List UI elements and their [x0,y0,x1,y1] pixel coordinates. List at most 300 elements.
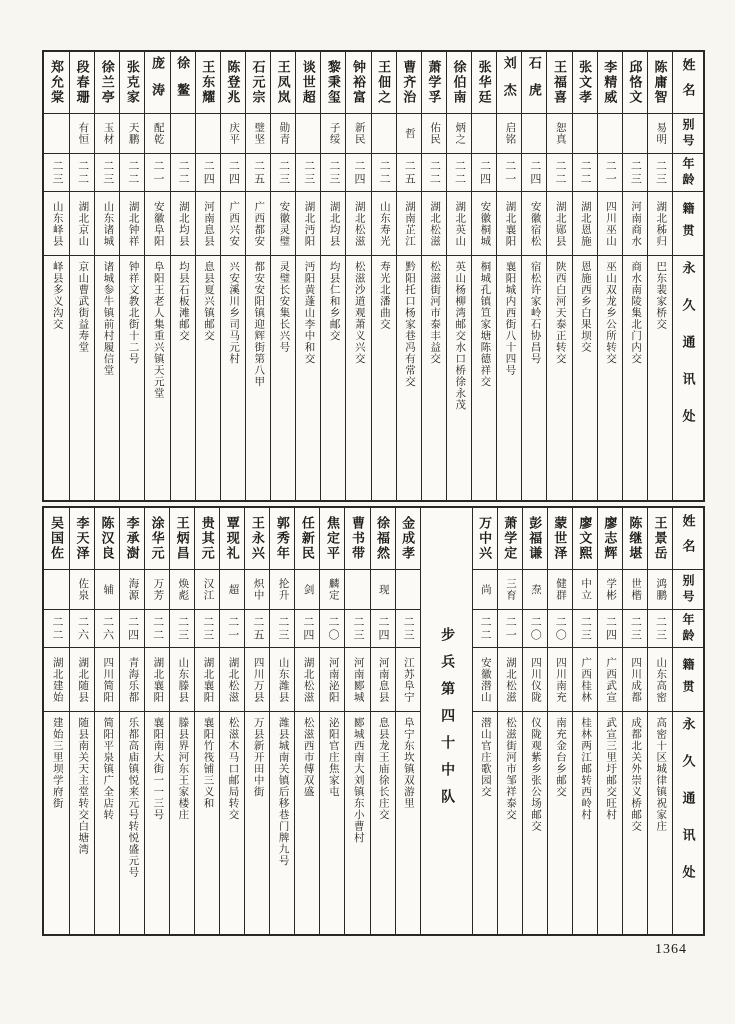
age-cell [623,154,647,192]
native-text: 湖北秭归 [655,200,667,247]
roster-table-bottom [42,506,705,936]
person-column [320,52,345,500]
native-text: 安徽宿松 [529,200,541,247]
name-text: 王永兴 [249,516,265,561]
age-text: 二三 [276,615,289,642]
native-cell [648,648,672,712]
native-text: 湖北襄阳 [152,656,164,703]
age-cell [145,610,169,648]
alias-cell [196,114,220,154]
native-text: 河南息县 [202,200,214,247]
name-cell [548,508,572,570]
address-cell [623,712,647,934]
person-column [194,508,219,934]
alias-cell [523,570,547,610]
address-cell [422,256,446,500]
header-address-label: 永久通讯处 [680,717,696,902]
alias-cell [371,570,395,610]
native-cell [573,192,597,256]
alias-cell [271,114,295,154]
native-text: 河南商水 [630,200,642,247]
alias-cell [648,570,672,610]
age-text: 二二 [76,159,89,186]
age-text: 二〇 [529,615,542,642]
address-text: 襄阳南大街一一三号 [152,717,164,821]
unit-label-column [420,508,472,934]
name-cell [648,508,672,570]
address-cell [120,256,144,500]
name-text: 徐伯南 [451,60,467,105]
person-column [295,52,320,500]
name-text: 彭福谦 [527,516,543,561]
age-cell [195,610,219,648]
person-column [345,52,370,500]
person-column [647,52,672,500]
native-text: 山东高密 [655,656,667,703]
header-name-cell [673,52,703,114]
alias-cell [623,114,647,154]
age-text: 二三 [101,159,114,186]
native-text: 安徽灵璧 [278,200,290,247]
person-column [219,508,244,934]
name-text: 徐福然 [375,516,391,561]
address-text: 郾城西南大刘镇东小曹村 [352,717,364,844]
name-text: 石虎 [526,55,542,110]
age-text: 二二 [579,159,592,186]
age-text: 二三 [176,615,189,642]
age-cell [95,610,119,648]
person-column [94,508,119,934]
native-cell [220,648,244,712]
address-text: 恩施西乡白果坝交 [579,261,591,353]
age-text: 二三 [579,615,592,642]
alias-text: 万芳 [152,578,164,601]
header-age-label: 年龄 [681,612,695,645]
page-number: 1364 [655,942,687,957]
alias-cell [547,114,571,154]
native-text: 广西桂林 [580,656,592,703]
address-cell [345,712,369,934]
person-column [522,508,547,934]
header-name-label: 姓名 [680,57,696,108]
name-text: 陈继堪 [627,516,643,561]
native-text: 江苏阜宁 [402,656,414,703]
name-text: 覃现礼 [224,516,240,561]
native-cell [371,648,395,712]
address-text: 灵璧长安集长兴号 [278,261,290,353]
age-cell [170,610,194,648]
native-text: 湖北恩施 [579,200,591,247]
address-text: 阜宁东坎镇双游里 [402,717,414,809]
name-text: 王凤岚 [275,60,291,105]
address-text: 阜阳王老人集重兴镇天元堂 [152,261,164,399]
address-text: 建始三里坝学府街 [51,717,63,809]
address-text: 成都北关外崇义桥邮交 [630,717,642,832]
native-text: 四川简阳 [102,656,114,703]
age-cell [171,154,195,192]
name-text: 张文孝 [577,60,593,105]
age-cell [548,610,572,648]
native-cell [295,648,319,712]
age-cell [346,154,370,192]
person-column [44,508,69,934]
person-column [269,508,294,934]
name-text: 吴国佐 [48,516,64,561]
native-cell [70,648,94,712]
native-cell [170,648,194,712]
alias-text: 庆平 [228,122,240,145]
name-text: 蒙世泽 [552,516,568,561]
name-cell [270,508,294,570]
name-cell [598,508,622,570]
address-text: 峄县多义沟交 [51,261,63,330]
native-text: 湖南芷江 [403,200,415,247]
age-cell [120,154,144,192]
header-alias-label: 别号 [681,117,695,150]
address-cell [70,712,94,934]
header-alias-cell [673,570,703,610]
native-text: 湖北英山 [454,200,466,247]
age-text: 二三 [302,159,315,186]
person-column [546,52,571,500]
age-cell [345,610,369,648]
native-text: 湖北沔阳 [303,200,315,247]
native-text: 湖北建始 [51,656,63,703]
age-text: 二二 [453,159,466,186]
roster-table-top [42,50,705,502]
name-cell [498,508,522,570]
native-text: 湖北京山 [77,200,89,247]
alias-cell [473,570,497,610]
address-text: 寿光北潘曲交 [378,261,390,330]
native-cell [145,648,169,712]
native-cell [473,648,497,712]
alias-text: 炽中 [252,578,264,601]
name-text: 徐兰亭 [99,60,115,105]
age-text: 二五 [251,615,264,642]
address-cell [170,712,194,934]
header-alias-label: 别号 [681,573,695,606]
name-cell [397,52,421,114]
age-text: 二一 [504,615,517,642]
age-text: 二五 [252,159,265,186]
alias-cell [548,570,572,610]
address-text: 松滋木马口邮局转交 [227,717,239,821]
age-cell [245,610,269,648]
name-cell [573,52,597,114]
native-text: 湖北随县 [77,656,89,703]
address-text: 京山曹武街益寿堂 [77,261,89,353]
name-text: 黎秉玺 [325,60,341,105]
age-text: 二〇 [554,615,567,642]
age-text: 二二 [428,159,441,186]
address-cell [220,712,244,934]
name-text: 廖文熙 [577,516,593,561]
alias-text: 剑 [302,583,314,596]
name-text: 涂华元 [149,516,165,561]
age-cell [70,610,94,648]
person-column [597,508,622,934]
native-cell [320,648,344,712]
person-column [647,508,672,934]
name-text: 萧学孚 [426,60,442,105]
native-cell [345,648,369,712]
header-name-label: 姓名 [680,513,696,564]
name-text: 任新民 [299,516,315,561]
name-text: 邱恪文 [627,60,643,105]
alias-cell [372,114,396,154]
alias-text: 勋青 [278,122,290,145]
address-text: 松滋西市傅双盛 [302,717,314,798]
address-text: 松滋街河市邹祥泰交 [504,717,516,821]
name-text: 钟裕富 [350,60,366,105]
person-column [169,508,194,934]
alias-cell [170,570,194,610]
name-cell [271,52,295,114]
alias-cell [44,570,69,610]
name-cell [472,52,496,114]
alias-text: 佑民 [429,122,441,145]
address-text: 高密十区城律镇祝家庄 [655,717,667,832]
name-cell [44,52,69,114]
age-cell [221,154,245,192]
alias-cell [246,114,270,154]
alias-cell [70,570,94,610]
alias-cell [623,570,647,610]
name-cell [523,508,547,570]
address-text: 松滋沙道观萧义兴交 [353,261,365,365]
header-native-label: 籍贯 [681,657,695,702]
age-cell [371,610,395,648]
age-cell [598,610,622,648]
age-cell [447,154,471,192]
age-cell [547,154,571,192]
address-cell [522,256,546,500]
name-cell [320,508,344,570]
age-text: 二二 [553,159,566,186]
age-cell [196,154,220,192]
alias-text: 麟定 [327,578,339,601]
age-cell [397,154,421,192]
address-text: 随县南关天主堂转交白塘湾 [77,717,89,855]
person-column [69,52,94,500]
name-cell [371,508,395,570]
person-column [69,508,94,934]
alias-cell [472,114,496,154]
age-text: 二三 [277,159,290,186]
age-cell [598,154,622,192]
name-cell [245,508,269,570]
native-cell [623,192,647,256]
alias-cell [95,114,119,154]
header-address-cell [673,712,703,934]
name-cell [422,52,446,114]
alias-cell [145,570,169,610]
name-text: 王福喜 [551,60,567,105]
age-cell [573,610,597,648]
person-column [572,508,597,934]
person-column [319,508,344,934]
name-text: 刘杰 [501,55,517,110]
native-cell [573,648,597,712]
native-cell [548,648,572,712]
address-text: 沔阳黄蓬山李中和交 [303,261,315,365]
name-text: 王佃之 [376,60,392,105]
alias-text: 中立 [580,578,592,601]
name-cell [220,508,244,570]
address-cell [498,712,522,934]
person-column [195,52,220,500]
address-cell [171,256,195,500]
age-cell [372,154,396,192]
alias-text: 抡升 [277,578,289,601]
address-cell [195,712,219,934]
header-address-cell [673,256,703,500]
address-text: 均县仁和乡邮交 [328,261,340,342]
name-text: 段春珊 [74,60,90,105]
address-cell [95,256,119,500]
name-text: 王炳昌 [174,516,190,561]
alias-cell [346,114,370,154]
alias-text: 璧坚 [253,122,265,145]
alias-text: 学彬 [605,578,617,601]
alias-text: 炳之 [454,122,466,145]
native-text: 青海乐都 [127,656,139,703]
person-column [94,52,119,500]
address-text: 商水南陵集北门内交 [630,261,642,365]
native-cell [447,192,471,256]
age-text: 二四 [604,615,617,642]
name-cell [221,52,245,114]
native-cell [296,192,320,256]
alias-cell [396,570,420,610]
native-cell [270,648,294,712]
native-cell [623,648,647,712]
address-text: 桐城孔镇笪家塘陈德祥交 [479,261,491,388]
address-text: 巴东裴家桥交 [655,261,667,330]
name-text: 李精威 [602,60,618,105]
address-cell [321,256,345,500]
native-cell [522,192,546,256]
age-text: 二三 [654,159,667,186]
native-cell [598,192,622,256]
name-cell [295,508,319,570]
native-text: 安徽潜山 [479,656,491,703]
age-text: 二五 [403,159,416,186]
age-text: 二二 [177,159,190,186]
address-cell [372,256,396,500]
native-cell [321,192,345,256]
name-text: 郑允棠 [48,60,64,105]
address-text: 武宣三里圩邮交旺村 [605,717,617,821]
alias-text: 配乾 [152,122,164,145]
address-cell [573,712,597,934]
age-text: 二四 [377,615,390,642]
name-cell [95,52,119,114]
age-cell [270,610,294,648]
alias-cell [447,114,471,154]
age-cell [296,154,320,192]
alias-cell [70,114,94,154]
name-text: 万中兴 [477,516,493,561]
name-text: 王东耀 [200,60,216,105]
person-column [496,52,521,500]
age-text: 二三 [402,615,415,642]
address-cell [497,256,521,500]
alias-cell [195,570,219,610]
alias-cell [345,570,369,610]
address-cell [547,256,571,500]
address-text: 南充金台乡邮交 [555,717,567,798]
header-column-top [672,52,703,500]
age-cell [498,610,522,648]
address-text: 钟祥文教北街十二号 [127,261,139,365]
native-cell [598,648,622,712]
header-age-cell [673,610,703,648]
name-cell [321,52,345,114]
name-text: 廖志辉 [602,516,618,561]
header-age-cell [673,154,703,192]
age-cell [321,154,345,192]
alias-cell [498,570,522,610]
name-cell [497,52,521,114]
person-column [294,508,319,934]
name-cell [522,52,546,114]
name-text: 李承澍 [124,516,140,561]
age-cell [44,610,69,648]
name-cell [372,52,396,114]
address-text: 襄阳城内西街八十四号 [504,261,516,376]
person-column [170,52,195,500]
native-text: 湖北松滋 [504,656,516,703]
alias-text: 健群 [555,578,567,601]
name-cell [623,508,647,570]
age-cell [295,610,319,648]
name-cell [345,508,369,570]
name-cell [171,52,195,114]
alias-text: 哲 [403,127,415,140]
address-cell [221,256,245,500]
age-cell [473,610,497,648]
age-cell [246,154,270,192]
address-text: 息县夏兴镇邮交 [202,261,214,342]
header-column-bottom [672,508,703,934]
alias-cell [296,114,320,154]
address-cell [70,256,94,500]
native-text: 四川巫山 [604,200,616,247]
age-cell [145,154,169,192]
address-text: 松滋街河市泰丰益交 [429,261,441,365]
age-cell [648,154,672,192]
native-cell [44,192,69,256]
native-text: 山东寿光 [378,200,390,247]
unit-label-text: 步兵第四十中队 [439,626,455,816]
native-cell [171,192,195,256]
native-text: 广西都安 [253,200,265,247]
native-cell [70,192,94,256]
address-text: 桂林两江邮转西岭村 [580,717,592,821]
native-cell [246,192,270,256]
alias-cell [171,114,195,154]
native-text: 湖北襄阳 [504,200,516,247]
alias-text: 尚 [479,583,491,596]
alias-cell [320,570,344,610]
address-text: 潜山官庄歌园交 [479,717,491,798]
name-cell [120,508,144,570]
age-text: 二三 [654,615,667,642]
address-cell [396,712,420,934]
address-cell [472,256,496,500]
